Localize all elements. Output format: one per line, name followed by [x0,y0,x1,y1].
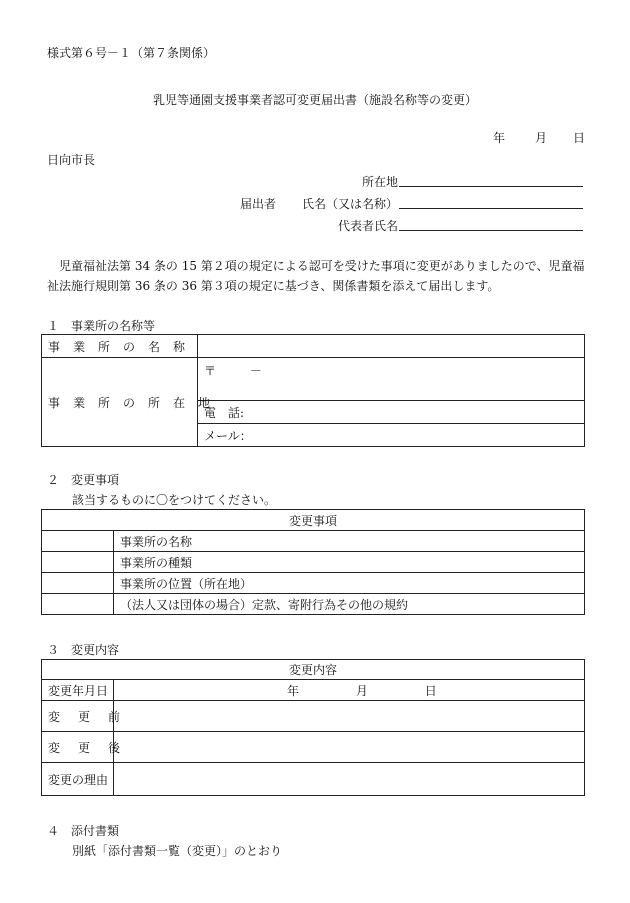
change-item-label: 事業所の名称 [114,531,585,552]
section2-heading: ２ 変更事項 [47,473,120,487]
document-title: 乳児等通園支援事業者認可変更届出書（施設名称等の変更） [152,93,477,107]
change-date-year: 年 [287,683,300,698]
change-details-header: 変更内容 [42,660,585,680]
change-item-label: 事業所の種類 [114,552,585,573]
notifier-address-line[interactable] [399,186,583,187]
notifier-role-label: 届出者 [240,197,277,211]
change-items-header: 変更事項 [42,510,585,531]
change-item-label: （法人又は団体の場合）定款、寄附行為その他の規約 [114,594,585,615]
mail-field[interactable] [198,424,585,447]
date-year-label: 年 [493,131,506,145]
change-date-field[interactable] [114,680,585,701]
change-items-table [41,509,585,615]
facility-name-field[interactable] [198,335,585,358]
change-reason-field[interactable] [114,763,585,796]
notifier-name-label: 氏名（又は名称） [302,197,399,211]
phone-field[interactable] [198,401,585,424]
section3-heading: ３ 変更内容 [47,643,120,657]
change-item-mark-cell[interactable] [42,594,114,615]
date-day-label: 日 [573,131,586,145]
phone-label: 電 話: [204,405,245,420]
change-item-mark-cell[interactable] [42,552,114,573]
section1-heading: １ 事業所の名称等 [47,319,156,333]
mail-label: メール： [204,428,252,443]
change-date-label: 変更年月日 [42,680,114,701]
form-number: 様式第６号－１（第７条関係） [47,46,216,60]
body-text-line1: 児童福祉法第 34 条の 15 第２項の規定による認可を受けた事項に変更がありましたので、児童福 [59,259,585,273]
before-change-field[interactable] [114,701,585,732]
change-item-mark-cell[interactable] [42,573,114,594]
after-change-field[interactable] [114,732,585,763]
change-item-mark-cell[interactable] [42,531,114,552]
change-date-day: 日 [424,683,437,698]
notifier-rep-label: 代表者氏名 [338,219,399,233]
addressee: 日向市長 [47,153,96,167]
change-details-table [41,659,585,796]
notifier-name-line[interactable] [399,208,583,209]
facility-name-label: 事業所の名称 [42,335,198,358]
facility-address-field[interactable] [198,358,585,401]
postal-dash: － [249,364,262,378]
before-change-label: 変更前 [42,701,114,732]
after-change-label: 変更後 [42,732,114,763]
facility-info-table [41,334,585,447]
section4-heading: ４ 添付書類 [47,824,120,838]
body-text-line2: 祉法施行規則第 36 条の 36 第３項の規定に基づき、関係書類を添えて届出します。 [47,279,500,293]
facility-address-label: 事業所の所在地 [42,358,198,447]
postal-mark: 〒 [204,364,217,378]
change-item-label: 事業所の位置（所在地） [114,573,585,594]
change-reason-label: 変更の理由 [42,763,114,796]
attachments-text: 別紙「添付書類一覧（変更）」のとおり [72,844,283,858]
notifier-rep-line[interactable] [399,230,583,231]
change-date-month: 月 [355,683,368,698]
notifier-address-label: 所在地 [362,175,399,189]
section2-instruction: 該当するものに〇をつけてください。 [72,493,277,507]
date-month-label: 月 [535,131,548,145]
